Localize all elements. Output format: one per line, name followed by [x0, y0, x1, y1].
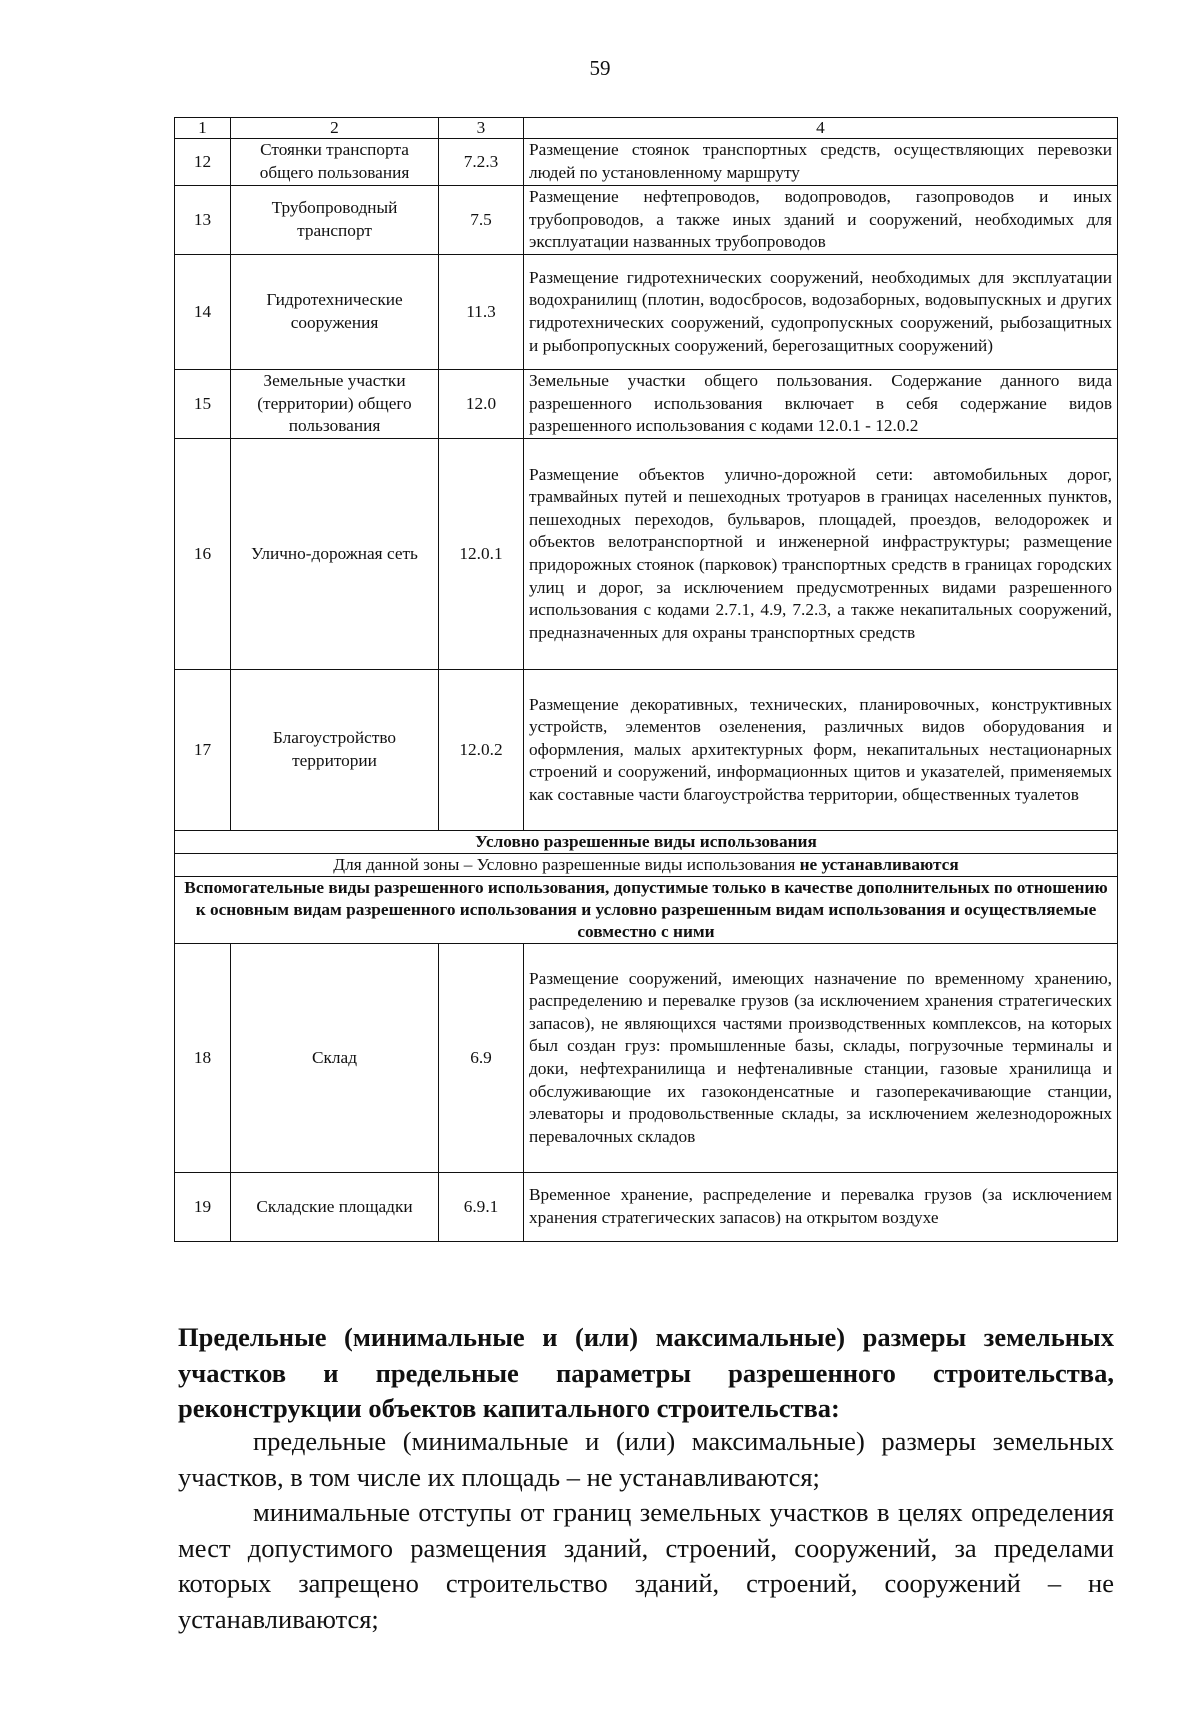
- use-description: Земельные участки общего пользования. Содержание данного вида разрешенного использования включает в себя содержание видов разрешенного использования с кодами 12.0.1 - 12.0.2: [524, 370, 1118, 439]
- table-row: [175, 370, 1118, 439]
- section-row-note: [175, 854, 1118, 877]
- table-row: [175, 139, 1118, 186]
- section-title-conditional: Условно разрешенные виды использования: [175, 831, 1118, 854]
- use-code: 11.3: [439, 255, 524, 370]
- use-name: Трубопроводный транспорт: [231, 186, 439, 255]
- row-number: 15: [175, 370, 231, 439]
- use-name: Благоустройство территории: [231, 670, 439, 831]
- use-code: 7.5: [439, 186, 524, 255]
- use-name: Складские площадки: [231, 1173, 439, 1242]
- use-description: Размещение стоянок транспортных средств, осуществляющих перевозки людей по установленному маршруту: [524, 139, 1118, 186]
- use-description: Временное хранение, распределение и перевалка грузов (за исключением хранения стратегических запасов) на открытом воздухе: [524, 1173, 1118, 1242]
- header-col-4: 4: [524, 118, 1118, 139]
- row-number: 12: [175, 139, 231, 186]
- row-number: 18: [175, 944, 231, 1173]
- use-code: 12.0.1: [439, 439, 524, 670]
- table-row: [175, 439, 1118, 670]
- section-row-conditional: [175, 831, 1118, 854]
- table-row: [175, 944, 1118, 1173]
- row-number: 19: [175, 1173, 231, 1242]
- use-code: 12.0.2: [439, 670, 524, 831]
- use-description: Размещение гидротехнических сооружений, необходимых для эксплуатации водохранилищ (плотин, водосбросов, водозаборных, водовыпускных и других гидротехнических сооружений, судопропускных сооружений, рыбозащитных и рыбопропускных сооружений, берегозащитных сооружений): [524, 255, 1118, 370]
- note-prefix: Для данной зоны – Условно разрешенные виды использования: [333, 855, 800, 874]
- use-code: 7.2.3: [439, 139, 524, 186]
- section-heading: Предельные (минимальные и (или) максимальные) размеры земельных участков и предельные параметры разрешенного строительства, реконструкции объектов капитального строительства:: [178, 1322, 1114, 1423]
- row-number: 13: [175, 186, 231, 255]
- use-name: Гидротехнические сооружения: [231, 255, 439, 370]
- section-title-auxiliary: Вспомогательные виды разрешенного использования, допустимые только в качестве дополнительных по отношению к основным видам разрешенного использования и условно разрешенным видам использования и осуществляемые совместно с ними: [175, 877, 1118, 944]
- use-name: Стоянки транспорта общего пользования: [231, 139, 439, 186]
- header-col-2: 2: [231, 118, 439, 139]
- use-description: Размещение сооружений, имеющих назначение по временному хранению, распределению и перевалке грузов (за исключением хранения стратегических запасов), не являющихся частями производственных комплексов, на которых был создан груз: промышленные базы, склады, погрузочные терминалы и доки, нефтехранилища и нефтеналивные станции, газовые хранилища и обслуживающие их газоконденсатные и газоперекачивающие станции, элеваторы и продовольственные склады, за исключением железнодорожных перевалочных складов: [524, 944, 1118, 1173]
- land-use-table: [174, 117, 1118, 1242]
- table-row: [175, 186, 1118, 255]
- conditional-note: [175, 854, 1118, 877]
- note-bold: не устанавливаются: [799, 855, 959, 874]
- row-number: 14: [175, 255, 231, 370]
- row-number: 16: [175, 439, 231, 670]
- use-code: 6.9: [439, 944, 524, 1173]
- use-description: Размещение декоративных, технических, планировочных, конструктивных устройств, элементов озеленения, различных видов оборудования и оформления, малых архитектурных форм, некапитальных нестационарных строений и сооружений, информационных щитов и указателей, применяемых как составные части благоустройства территории, общественных туалетов: [524, 670, 1118, 831]
- table-row: [175, 670, 1118, 831]
- section-row-auxiliary: [175, 877, 1118, 944]
- paragraph: минимальные отступы от границ земельных участков в целях определения мест допустимого размещения зданий, строений, сооружений, за пределами которых запрещено строительство зданий, строений, сооружений – не устанавливаются;: [178, 1497, 1114, 1634]
- use-code: 12.0: [439, 370, 524, 439]
- use-description: Размещение объектов улично-дорожной сети: автомобильных дорог, трамвайных путей и пешеходных тротуаров в границах населенных пунктов, пешеходных переходов, бульваров, площадей, проездов, велодорожек и объектов велотранспортной и инженерной инфраструктуры; размещение придорожных стоянок (парковок) транспортных средств в границах городских улиц и дорог, за исключением предусмотренных видами разрешенного использования с кодами 2.7.1, 4.9, 7.2.3, а также некапитальных сооружений, предназначенных для охраны транспортных средств: [524, 439, 1118, 670]
- use-name: Склад: [231, 944, 439, 1173]
- table-header-row: [175, 118, 1118, 139]
- paragraph: предельные (минимальные и (или) максимальные) размеры земельных участков, в том числе их площадь – не устанавливаются;: [178, 1426, 1114, 1492]
- use-code: 6.9.1: [439, 1173, 524, 1242]
- use-description: Размещение нефтепроводов, водопроводов, газопроводов и иных трубопроводов, а также иных зданий и сооружений, необходимых для эксплуатации названных трубопроводов: [524, 186, 1118, 255]
- use-name: Земельные участки (территории) общего пользования: [231, 370, 439, 439]
- use-name: Улично-дорожная сеть: [231, 439, 439, 670]
- page-number: 59: [589, 56, 611, 80]
- row-number: 17: [175, 670, 231, 831]
- table-row: [175, 1173, 1118, 1242]
- header-col-3: 3: [439, 118, 524, 139]
- header-col-1: 1: [175, 118, 231, 139]
- table-row: [175, 255, 1118, 370]
